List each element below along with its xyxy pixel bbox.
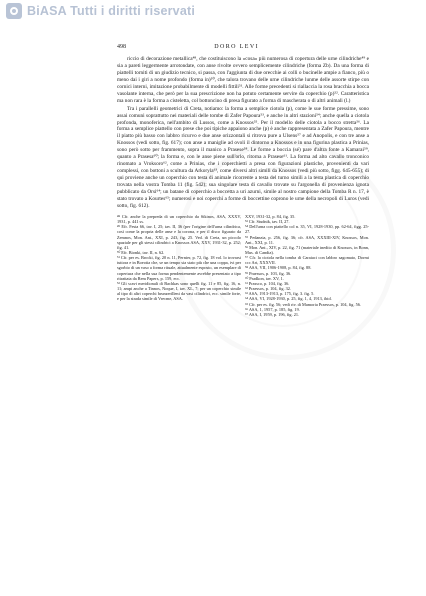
body-paragraph: Tra i parallelli geometrici di Creta, notiamo: la forma a semplice ciotola (p), come le sue forme pressime, sono assai comuni soprattutto nei materiali delle tombe di Zafer Papoura⁵³, e anche in altri stazioni⁵⁴; anche quella a ciotola profonda, monoferica, nell'ambito di Lussos, come a Knossos⁵⁵. Per il modello delle ciotola a bocco stretta⁵⁶. La forma a semplice piattello con prese che poi tipiche appaiono anche (p) è anche rappresentata a Zafer Papoura, mentre il piatto più basso con labbro ricurvo e due anse orizzontali si ritrova pure a Ulsens⁵⁷ e ad Anopolis, e con tre anse a Knossos (vedi sotto, fig. 617); con anse a maniglie ad ovoli il dintorno a Knossos e in una figurina plastica a Prinias, sono però sotto per frammento, sopra il manico a Prasese⁵⁸. Le forme a boccia (sé) pare d'altra fonte a Kamarai⁵⁹, quanto a Prasesa⁶⁰; la forma e, con le anse piene sull'orlo, ritorna a Prasese⁶¹. La forma ad alto cavallo tronconico rinomato a Vroksoro⁶², come a Prinias, che i coperchietti a presa con figurazioni plastiche, provenienti da vari complessi, con bottoni a scultura da Arkoryla⁶³, come diversi altri simili da Knossos (vedi più sotto, figg. 645-655); di qui proviene anche un coperchio con testa di animale ricorrente a testa del turno simili a la testa plastica di coperchio trovata nella vostra Tomba 11 (fig. 542); sua singolare testa di cavallo trovate su l'argonella di provenienza ignota pubblicato da Orsi⁶⁴; un batane di coperchio a boccetta a uri azurni, simile al nostro campione della Tomba R n. 17, è stato trovato a Kourtes⁶⁵; numerosi e noi coperchi a forme di boccettine coprono le urne della necropoli di Luros (vedi sotto, fig. 612). [117, 105, 369, 209]
footnote: ⁵⁶ Mon. Ant., XIV, p. 22, fig. 71 (materiale inedito di Knossos, in Bonn, Mus. di Candia). [245, 244, 369, 256]
footnote: ⁵⁵ Pedanzia, p. 256, fig. 36; cfr. ASA, XXXIII-XIV, Knossos, Mon. Ant., XXI, p. 11. [245, 234, 369, 245]
footnotes-left-column [117, 214, 241, 317]
footnote: ⁴⁹ Efr. Festa 66, tav. I, 25; tav. II, 36 (per l'origine dell'urna cilindrica, così come la propria delle anse e la corona, e per il disco figurato da Zemnos, Mon. Ant., XXI, p. 243, fig. 25. Ved. di Creta, un piccolo spaziale per gli stessi cilindrici a Knossos ASA, XXV, 1931-32, p. 252; fig. 41. [117, 224, 241, 250]
running-title: DORO LEVI [214, 44, 259, 50]
library-banner [0, 0, 426, 22]
footnote: ⁶⁷ ASA, I, 1959, p. 196, fig. 21. [245, 311, 300, 317]
footnote: ⁵⁸ ASA, VII, 1906-1908, p. 84, fig. 88. [245, 265, 312, 271]
footnote: ⁶⁵ Cfr. per es. fig. 56; vedi riv. di Mamoria Praessos, p. 104, fig. 56. [245, 301, 361, 307]
footnote: ⁶³ ASA, 1913-1913, p. 175, fig. 3. fig. 5. [245, 291, 315, 297]
footnote: ⁵⁹ Praessos, p. 103, fig. 36. [245, 270, 292, 276]
scanned-page [117, 44, 369, 317]
footnote: ⁶¹ Prassco, p. 104, fig. 36. [245, 280, 290, 286]
footnote: ⁶⁰ Pradkon, tav. XV, 1. [245, 275, 284, 281]
footnote: ⁵¹ Cfr. per es. Brocki, fig. 20 n. 11, Pernier, p. 72, fig. 18 vol. lo trovarsi tuttora e in Boeotia che, se un tempo sia stato più che una coppa, ivi per sgorbio di un vaso a forma rituale, attualmente esposto, un esemplare di copertura che nella sua forma pendentemente avrebbe presentato a tipo ritrattata da Rem Papers, p. 159, ecc. [117, 255, 241, 281]
banner-rights-text: BiASA Tutti i diritti riservati [27, 4, 196, 18]
footnotes-right-column [245, 214, 369, 317]
footnote: ⁶⁴ ASA, VI, 1928-1930, p. 25, fig. 1, 4, 1913, ibid. [245, 296, 332, 302]
footnote: ⁴⁸ Cfr. anche la prepreda di un coperchio da Sikinos, ASA, XXXV, 1931, p. 441 ss. [117, 213, 241, 225]
footnote: ⁶⁶ ASA, 1, 1957, p. 185, fig. 19. [245, 306, 300, 312]
body-paragraph: riccio di decorazione metallica⁴⁸, che costituiscono la «cosa» più numerosa di copertura delle urne cilindriche⁴⁹ e sia a pareti leggermente arrotondate, con anse rivolte ovvero semplicemente cilindriche (forma Zb). Da una forma di piattelli torniti di un giudizio tecnico, si passa, con l'aggiunta di due orecchie ai colli o bucinelle ampie a fianco, più o meno dai i giri a nome profondo (forma in)⁵⁰, che talora trovano delle urne cilindriche lunme delle assorte stirpe con cornici interni, imitazione probabilmente di modelli fittili⁵¹. Alle forme precedenti si riallaccia la rosa bracchia a bocca vasolante interna, che però per la sua prescrizione non ha potuto certamente servire da coperchio (p)⁵². Caratteristica ma non rara è la forma a cisteletta, col bottoncino di presa figurato a forma di mascherata o di altri animali (l.) [117, 55, 369, 104]
footnote: ⁵⁰ Efr. Bionki, tav. II, n. 62. [117, 250, 165, 256]
footnote: ⁵² Gli scavi meridionali di Bachkas sono quelli fig. 11 e 85, fig. 16, n. 11; ampi anche a Tinnos, Noque, I, tav. XL, 7; per un coperchio simile al tipo di altri coperchi brunzerilleni da vasi cilindrici, ecc. simile forte, e per la strada simile di Vrecme, ASA. [117, 280, 241, 302]
library-logo-icon [6, 3, 22, 19]
page-number: 498 [117, 44, 126, 50]
footnote: ⁵³ Cfr. Studnik, tav. II, 27. [245, 219, 290, 225]
footnote: XXV, 1931-32, p. 84, fig. 35. [245, 213, 296, 219]
footnote: ⁵⁷ Cfr. la ciotola nella tomba di Caraiaci con labbro sagomato, Dormi ccc Art, XXXVII. [245, 255, 369, 266]
page-header [117, 44, 369, 51]
footnote: ⁵⁴ Dell'urna con piattello col n. 35, VI, 1928-1930, pp. 62-64, figg. 25-27. [245, 224, 369, 235]
footnotes-section [117, 214, 369, 317]
footnote: ⁶² Praessos, p. 104, fig. 32. [245, 286, 291, 292]
